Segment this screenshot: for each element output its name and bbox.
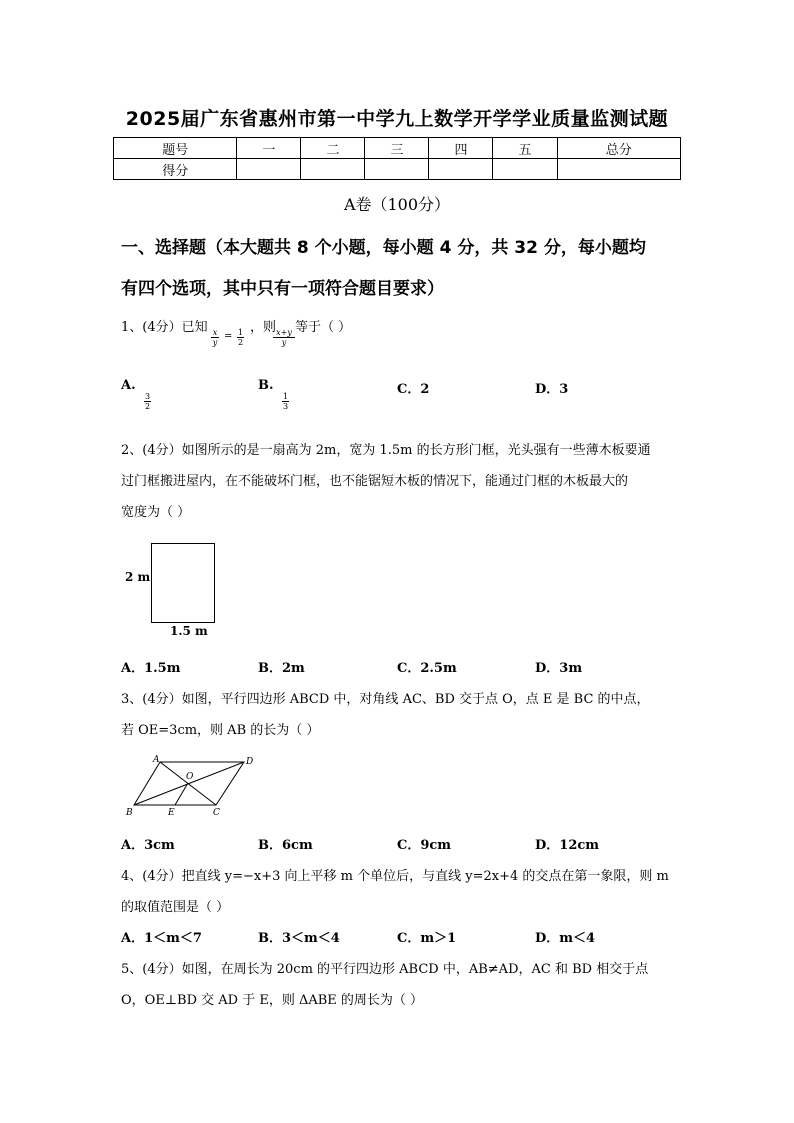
score-table-header-row: [114, 138, 681, 159]
q2-option-c[interactable]: C．2.5m: [397, 661, 457, 676]
q4-option-c[interactable]: C．m＞1: [397, 931, 457, 946]
q1-prefix: 1、(4分）已知: [121, 320, 208, 335]
q2-line3: 宽度为（ ）: [121, 505, 191, 520]
score-input-cell[interactable]: [237, 159, 301, 180]
q2-line1: 2、(4分）如图所示的是一扇高为 2m，宽为 1.5m 的长方形门框，光头强有一些薄木板要通: [121, 443, 651, 458]
point-label-e: E: [168, 808, 175, 818]
q1-mid: ，则: [250, 320, 277, 335]
page-title: 2025届广东省惠州市第一中学九上数学开学学业质量监测试题: [125, 108, 669, 130]
q5-line2: O，OE⊥BD 交 AD 于 E，则 ΔABE 的周长为（ ）: [121, 993, 424, 1008]
q1-option-a[interactable]: A.: [121, 378, 136, 393]
score-cell: 总分: [557, 138, 681, 159]
section-heading: A卷（100分）: [343, 195, 451, 214]
score-cell: 题号: [114, 138, 237, 159]
score-cell: 二: [301, 138, 365, 159]
q3-line2: 若 OE=3cm，则 AB 的长为（ ）: [121, 723, 320, 738]
score-table-score-row: [114, 159, 681, 180]
score-cell: 四: [429, 138, 493, 159]
q2-option-a[interactable]: A．1.5m: [121, 661, 181, 676]
frac-num: 1: [237, 328, 244, 337]
score-cell: 五: [493, 138, 557, 159]
frac-num: 3: [144, 392, 151, 401]
frac-den: y: [273, 337, 295, 347]
q4-option-b[interactable]: B．3＜m＜4: [258, 931, 340, 946]
frac-den: 2: [144, 402, 151, 411]
vertex-label-b: B: [126, 808, 133, 818]
score-cell: 得分: [114, 159, 237, 180]
q3-option-b[interactable]: B．6cm: [258, 838, 313, 853]
q3-option-a[interactable]: A．3cm: [121, 838, 175, 853]
q2-line2: 过门框搬进屋内，在不能破坏门框，也不能锯短木板的情况下，能通过门框的木板最大的: [121, 474, 629, 489]
frac-num: 1: [282, 392, 289, 401]
q3-option-c[interactable]: C．9cm: [397, 838, 452, 853]
q4-line1: 4、(4分）把直线 y=−x+3 向上平移 m 个单位后，与直线 y=2x+4 的交点在第一象限，则 m: [121, 869, 669, 884]
score-cell: 三: [365, 138, 429, 159]
score-input-cell[interactable]: [493, 159, 557, 180]
q1-equals: =: [224, 331, 233, 342]
q1-option-c[interactable]: C．2: [397, 382, 430, 397]
score-input-cell[interactable]: [301, 159, 365, 180]
vertex-label-c: C: [213, 808, 220, 818]
q2-option-b[interactable]: B．2m: [258, 661, 305, 676]
q1-fraction-target: [273, 328, 295, 347]
vertex-label-a: A: [153, 755, 160, 765]
q2-option-d[interactable]: D．3m: [535, 661, 583, 676]
diagonal-bd: [134, 762, 244, 805]
score-input-cell[interactable]: [365, 159, 429, 180]
frac-den: y: [212, 338, 218, 347]
vertex-label-d: D: [246, 757, 254, 767]
q1-suffix: 等于（ ）: [295, 320, 352, 335]
parallelogram-figure: [124, 754, 264, 820]
frac-num: x+y: [276, 328, 292, 337]
score-input-cell[interactable]: [429, 159, 493, 180]
q1-option-a-fraction: [144, 392, 151, 411]
score-input-cell[interactable]: [557, 159, 681, 180]
frac-den: 2: [237, 338, 244, 347]
score-cell: 一: [237, 138, 301, 159]
q3-line1: 3、(4分）如图，平行四边形 ABCD 中，对角线 AC、BD 交于点 O，点 E 是 BC 的中点，: [121, 692, 650, 707]
door-width-label: 1.5 m: [170, 624, 208, 638]
q1-option-b[interactable]: B.: [258, 378, 274, 393]
part-heading-line1: 一、选择题（本大题共 8 个小题，每小题 4 分，共 32 分，每小题均: [121, 238, 646, 258]
q4-option-a[interactable]: A．1＜m＜7: [121, 931, 202, 946]
door-frame-figure: [151, 543, 215, 623]
q4-line2: 的取值范围是（ ）: [121, 900, 230, 915]
score-table: [113, 137, 681, 180]
q1-option-b-fraction: [282, 392, 289, 411]
q4-option-d[interactable]: D．m＜4: [535, 931, 596, 946]
door-height-label: 2 m: [125, 570, 151, 584]
q5-line1: 5、(4分）如图，在周长为 20cm 的平行四边形 ABCD 中，AB≠AD，AC 和 BD 相交于点: [121, 962, 649, 977]
frac-den: 3: [282, 402, 289, 411]
q1-fraction-x-y: [211, 328, 219, 347]
part-heading-line2: 有四个选项，其中只有一项符合题目要求）: [121, 279, 444, 299]
q3-option-d[interactable]: D．12cm: [535, 838, 600, 853]
frac-num: x: [212, 328, 218, 337]
point-label-o: O: [186, 772, 194, 782]
q1-fraction-half: [237, 328, 244, 347]
q1-option-d[interactable]: D．3: [535, 382, 569, 397]
